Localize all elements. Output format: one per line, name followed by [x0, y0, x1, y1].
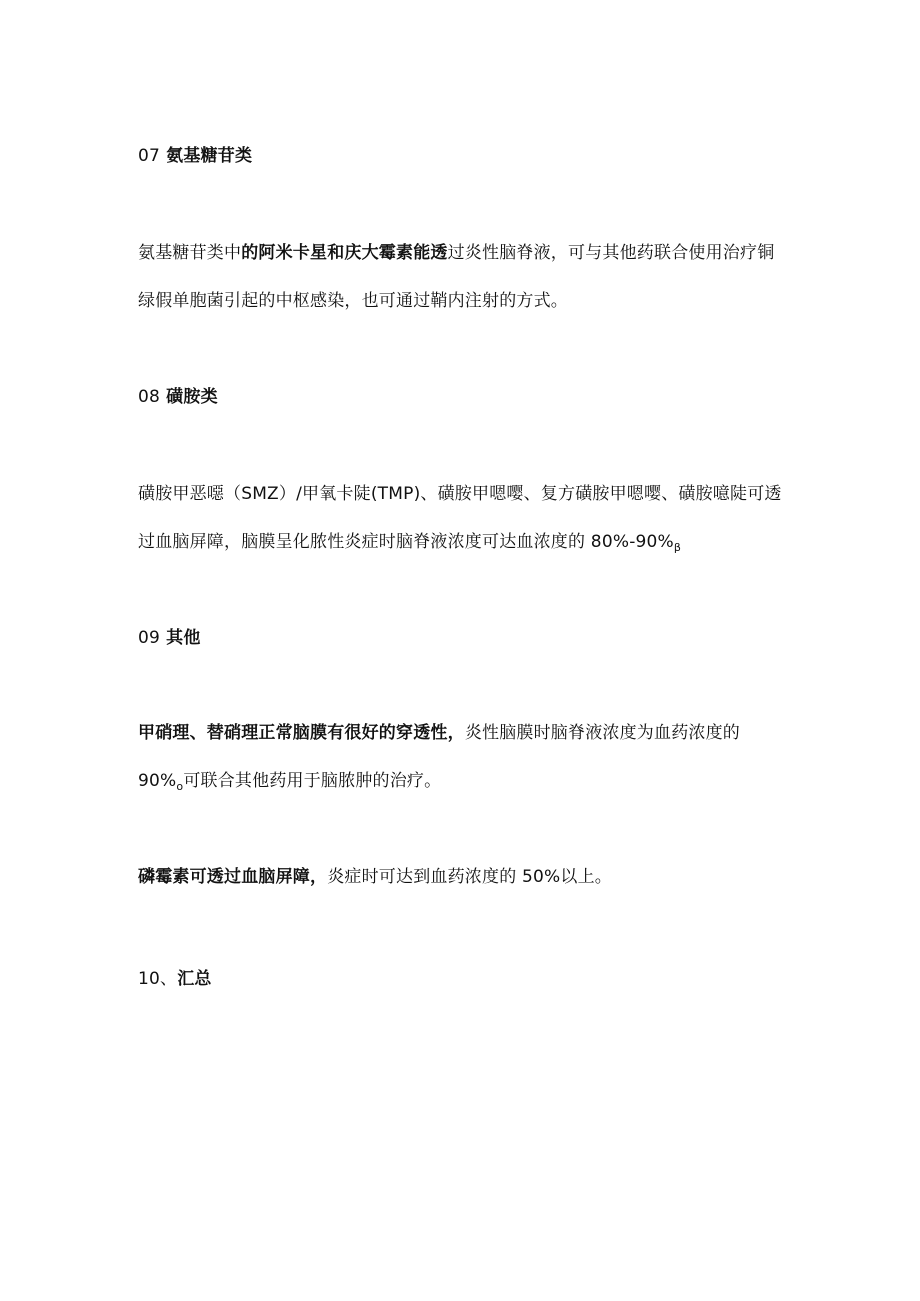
text-run: 绿假单胞菌引起的中枢感染，也可通过鞘内注射的方式。 [138, 291, 568, 311]
section-08-heading [138, 386, 218, 408]
section-10-title: 汇总 [177, 969, 212, 989]
text-run: 氨基糖苷类中 [138, 243, 242, 263]
text-run: 炎性脑膜时脑脊液浓度为血药浓度的 [464, 723, 741, 743]
section-09-paragraph-1-line-1 [138, 722, 740, 744]
section-08-number: 08 [138, 387, 161, 407]
section-07-heading [138, 145, 252, 167]
text-run: 过血脑屏障，脑膜呈化脓性炎症时脑脊液浓度可达血浓度的 80%-90% [138, 532, 674, 552]
text-run: 磺胺甲恶噁（SMZ）/甲氧卡陡(TMP)、磺胺甲嗯嘤、复方磺胺甲嗯嘤、磺胺噫陡可透 [138, 484, 782, 504]
text-run: 炎症时可达到血药浓度的 50%以上。 [327, 867, 612, 887]
section-08-paragraph-line-2 [138, 531, 681, 559]
text-run: 可联合其他药用于脑脓肿的治疗。 [183, 771, 442, 791]
text-run: 过炎性脑脊液，可与其他药联合使用治疗铜 [447, 243, 775, 263]
subscript-run: β [673, 541, 682, 554]
section-09-title: 其他 [166, 628, 201, 648]
section-07-paragraph-line-2 [138, 290, 568, 312]
text-run: 90% [138, 771, 177, 791]
section-07-number: 07 [138, 146, 161, 166]
section-08-paragraph-line-1 [138, 483, 782, 505]
section-09-heading [138, 627, 201, 649]
subscript-run: o [176, 780, 184, 793]
section-09-paragraph-2-line-1 [138, 866, 612, 888]
bold-text-run: 的阿米卡星和庆大霉素能透 [241, 243, 448, 263]
section-07-title: 氨基糖苷类 [166, 146, 253, 166]
bold-text-run: 磷霉素可透过血脑屏障， [138, 867, 328, 887]
section-09-paragraph-1-line-2 [138, 770, 441, 798]
section-10-number: 10、 [138, 969, 178, 989]
section-09-number: 09 [138, 628, 161, 648]
section-10-heading [138, 968, 212, 990]
section-07-paragraph-line-1 [138, 242, 774, 264]
bold-text-run: 甲硝理、替硝理正常脑膜有很好的穿透性， [138, 723, 465, 743]
section-08-title: 磺胺类 [166, 387, 218, 407]
